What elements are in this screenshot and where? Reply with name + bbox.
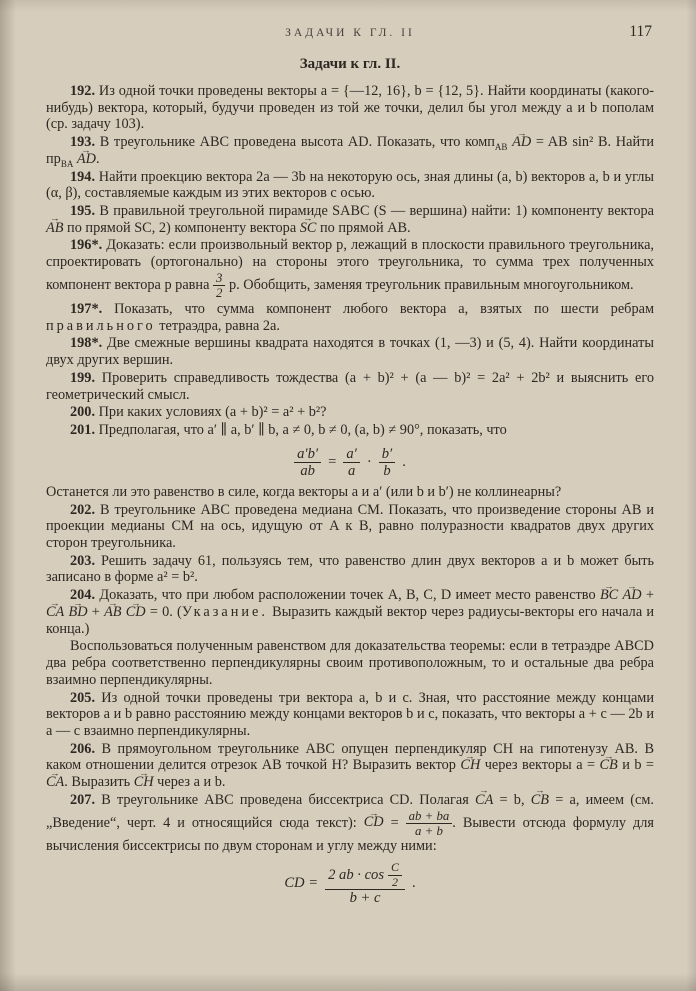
problem-text: = AB sin² B. Найти пр <box>46 134 655 167</box>
fraction-denominator: b <box>383 462 391 479</box>
multiplication-dot: · <box>366 453 372 470</box>
problem-text: . Вывести отсюда формулу для вычисления биссектрисы по двум сторонам и углу между ними: <box>46 814 655 854</box>
fraction-denominator: 2 <box>216 285 223 300</box>
subscript: AB <box>494 142 508 153</box>
problem-text: Доказать: если произвольный вектор p, лежащий в плоскости правильного треугольника, спроектировать (ортогонально) на стороны этого треугольника, то сумма трех полученных компонент вектора p равна <box>46 237 654 293</box>
vector-name: AB → <box>46 220 63 237</box>
numerator-text: 2 ab · cos <box>328 867 385 883</box>
fraction <box>379 446 396 479</box>
fraction-numerator: a′ <box>343 446 360 463</box>
problem-text: Предполагая, что a′ ∥ a, b′ ∥ b, a ≠ 0, b ≠ 0, (a, b) ≠ 90°, показать, что <box>95 422 507 439</box>
problem-203 <box>46 553 654 586</box>
problem-text: и b = <box>617 757 654 774</box>
problem-text: Останется ли это равенство в силе, когда векторы a и a′ (или b и b′) не коллинеарны? <box>46 483 562 500</box>
problem-text: через векторы a = <box>480 757 600 774</box>
problem-198 <box>46 335 654 368</box>
problem-201-continuation <box>46 484 654 501</box>
running-head: ЗАДАЧИ К ГЛ. II <box>285 27 415 39</box>
problem-193 <box>46 134 654 167</box>
problem-text: В треугольнике ABC проведена медиана CM. Показать, что произведение стороны AB и проекции медианы CM на ось, идущую от A к B, равно полуразности квадратов двух других сторон треугольника. <box>46 501 654 552</box>
problem-text: Найти проекцию вектора 2a — 3b на некоторую ось, зная длины (a, b) векторов a, b и углы (α, β), составляемые каждым из этих векторов с осью. <box>46 168 654 202</box>
plus-sign: + <box>645 587 655 604</box>
problem-number: 201. <box>70 422 96 439</box>
problem-number: 192. <box>70 83 96 99</box>
vector-name: CA → <box>46 604 64 621</box>
problem-202 <box>46 502 654 552</box>
problem-200 <box>46 404 654 421</box>
problem-number: 199. <box>70 369 96 386</box>
emphasized-word: Указание. <box>181 603 268 620</box>
page-header <box>46 22 654 44</box>
problem-194 <box>46 169 654 202</box>
problem-205 <box>46 690 654 740</box>
problem-text: p. Обобщить, заменяя треугольник правильным многоугольником. <box>225 276 634 293</box>
problem-number: 200. <box>70 404 96 421</box>
fraction <box>343 446 360 479</box>
section-title: Задачи к гл. II. <box>299 56 401 72</box>
fraction-numerator: 3 <box>213 271 225 286</box>
vector-name: CA → <box>475 792 493 809</box>
period: . <box>402 453 406 470</box>
problem-text: Решить задачу 61, пользуясь тем, что равенство длин двух векторов a и b может быть записано в форме a² = b². <box>46 552 654 586</box>
problem-207 <box>46 792 654 855</box>
fraction-denominator: 2 <box>392 874 399 889</box>
problem-text: Воспользоваться полученным равенством для доказательства теоремы: если в тетраэдре ABCD два ребра соответственно перпендикулярны своим противоположным, то и остальные два ребра взаимно перпендикулярны. <box>46 638 654 688</box>
vector-name: AD → <box>77 151 96 168</box>
problem-text: через a и b. <box>153 774 226 791</box>
problem-text: Доказать, что при любом расположении точек A, B, C, D имеет место равенство <box>95 587 600 604</box>
vector-name: CH → <box>134 774 154 791</box>
problem-204 <box>46 587 654 637</box>
vector-name: CD → <box>126 604 146 621</box>
page-number: 117 <box>629 23 652 40</box>
vector-name: CA → <box>46 774 64 791</box>
problem-number: 205. <box>70 689 96 706</box>
problem-text: = 0. ( <box>145 603 182 620</box>
problem-201 <box>46 422 654 439</box>
problem-text: В правильной треугольной пирамиде SABC (S — вершина) найти: 1) компоненту вектора <box>95 203 654 220</box>
problem-text: В прямоугольном треугольнике ABC опущен перпендикуляр CH на гипотенузу AB. В каком отношении делится отрезок AB точкой H? Выразить вектор <box>46 740 654 774</box>
problem-number: 195. <box>70 203 96 220</box>
vector-name: SC → <box>300 220 317 237</box>
fraction-numerator: ab + ba <box>406 809 453 824</box>
problem-196 <box>46 237 654 300</box>
vector-name: CB → <box>531 792 549 809</box>
problem-text: по прямой SC, 2) компоненту вектора <box>63 219 300 236</box>
fraction <box>325 861 405 905</box>
fraction <box>213 271 225 300</box>
problem-text: Две смежные вершины квадрата находятся в точках (1, —3) и (5, 4). Найти координаты двух других вершин. <box>46 335 654 369</box>
vector-name: BD → <box>69 604 88 621</box>
problem-text: = b, <box>493 791 531 808</box>
problem-text: Из одной точки проведены векторы a = {—12, 16}, b = {12, 5}. Найти координаты (какого-нибудь) вектора, который, будучи проведен из той же точки, делил бы угол между a и b пополам (ср. задачу 103). <box>46 83 654 133</box>
vector-name: CB → <box>600 757 618 774</box>
problem-199 <box>46 370 654 403</box>
fraction-numerator <box>325 861 405 889</box>
fraction <box>294 446 321 479</box>
vector-name: BC → <box>600 587 618 604</box>
problem-number: 204. <box>70 587 96 604</box>
problem-text: Проверить справедливость тождества (a + b)² + (a — b)² = 2a² + 2b² и выяснить его геометрический смысл. <box>46 369 654 403</box>
vector-name: CH → <box>460 757 480 774</box>
emphasized-word: правильного <box>46 317 156 334</box>
problem-text: . <box>95 150 100 167</box>
problem-text: = <box>383 814 406 831</box>
vector-name: AB → <box>104 604 121 621</box>
inner-fraction <box>388 861 402 888</box>
formula-201 <box>46 446 654 479</box>
problem-text: При каких условиях (a + b)² = a² + b²? <box>95 404 327 421</box>
vector-name: AD → <box>623 587 642 604</box>
formula-lhs: CD = <box>284 875 319 892</box>
problem-number: 197*. <box>70 301 103 318</box>
problem-text: тетраэдра, равна 2a. <box>155 317 280 334</box>
fraction-numerator: C <box>388 861 402 875</box>
problem-text: Из одной точки проведены три вектора a, b и c. Зная, что расстояние между концами векторов a и b равно расстоянию между концами векторов b и c, показать, что векторы a + c — 2b и a — c взаимно перпендикулярны. <box>46 689 654 739</box>
problem-number: 194. <box>70 168 96 185</box>
problem-number: 207. <box>70 791 96 808</box>
plus-sign: + <box>91 603 100 620</box>
problem-text: Выразить каждый вектор через радиусы-векторы его начала и конца.) <box>46 603 655 637</box>
problem-text: В треугольнике ABC проведена биссектриса CD. Полагая <box>95 791 476 808</box>
problem-text: = a, имеем (см. „Введение“, черт. 4 и относящийся сюда текст): <box>46 791 654 831</box>
fraction-denominator: a <box>347 462 356 479</box>
problem-197 <box>46 301 654 334</box>
problem-text: Показать, что сумма компонент любого вектора a, взятых по шести ребрам <box>102 301 654 318</box>
equals-sign: = <box>328 453 337 470</box>
problem-number: 198*. <box>70 335 103 352</box>
problem-206 <box>46 741 654 791</box>
problem-number: 203. <box>70 552 96 569</box>
fraction-denominator: b + c <box>349 889 381 906</box>
fraction-denominator: a + b <box>415 823 443 838</box>
fraction-denominator: ab <box>300 462 315 479</box>
period: . <box>412 875 416 892</box>
problem-text: . Выразить <box>64 774 134 791</box>
bisectrix-formula <box>46 861 654 905</box>
fraction-numerator: a′b′ <box>294 446 321 463</box>
vector-name: AD → <box>512 134 531 151</box>
problem-195 <box>46 203 654 236</box>
fraction <box>406 809 453 838</box>
problem-text: В треугольнике ABC проведена высота AD. Показать, что комп <box>95 134 495 151</box>
problem-192 <box>46 83 654 133</box>
problem-number: 193. <box>70 134 96 151</box>
problem-text: по прямой AB. <box>316 219 411 236</box>
subscript: BA <box>60 158 74 169</box>
problem-204-continuation <box>46 638 654 688</box>
vector-name: CD → <box>364 814 384 831</box>
problem-number: 202. <box>70 501 96 518</box>
problem-number: 196*. <box>70 237 103 254</box>
problem-number: 206. <box>70 740 96 757</box>
problems-list <box>46 83 654 906</box>
fraction-numerator: b′ <box>379 446 396 463</box>
